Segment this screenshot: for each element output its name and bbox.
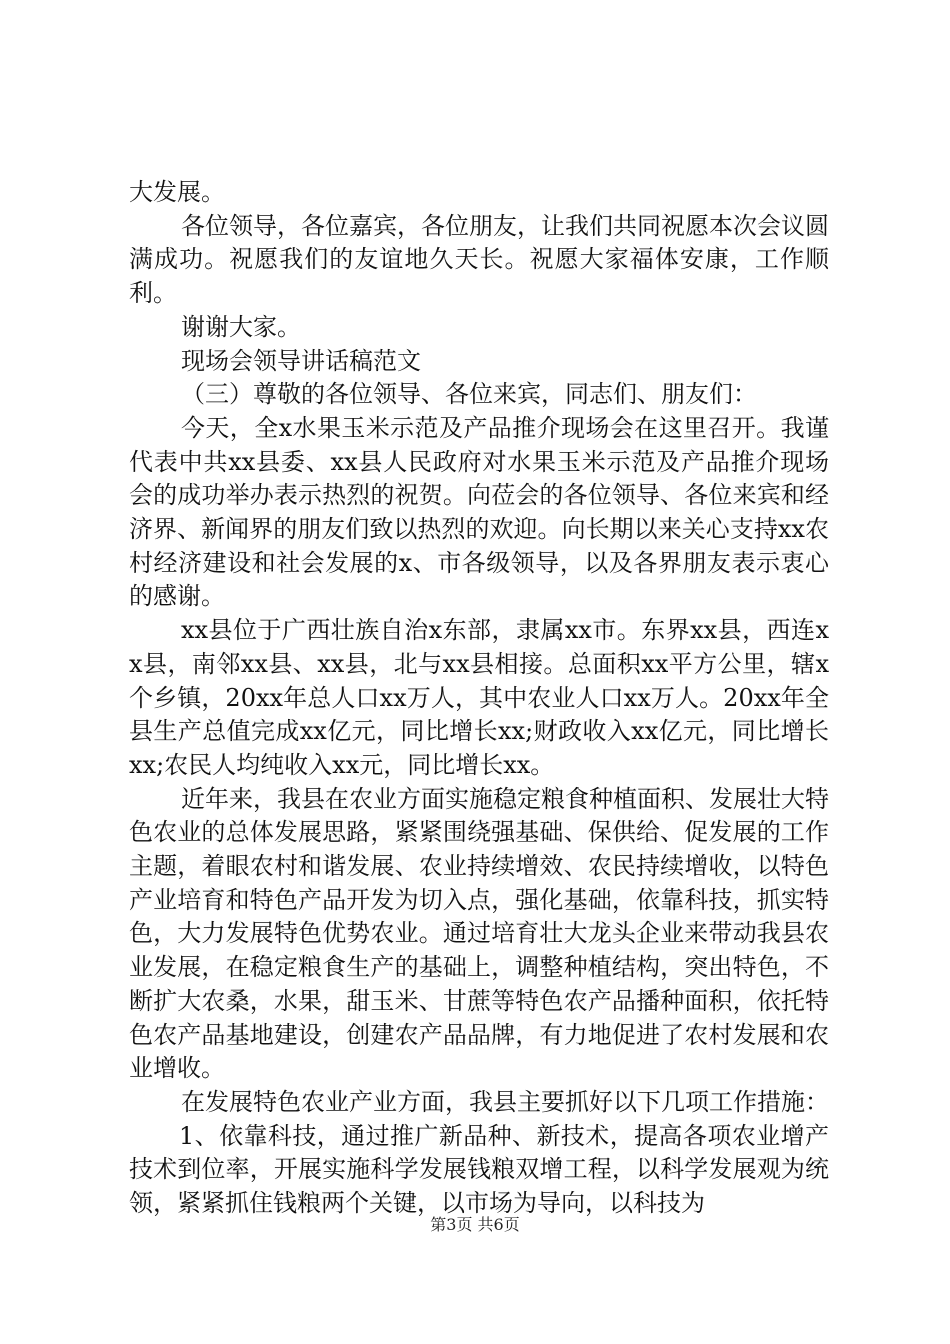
page-number-footer: 第3页 共6页: [430, 1215, 520, 1234]
paragraph-agriculture-development: 近年来，我县在农业方面实施稳定粮食种植面积、发展壮大特色农业的总体发展思路，紧紧围绕强基础、保供给、促发展的工作主题，着眼农村和谐发展、农业持续增效、农民持续增收，以特色产业培育和特色产品开发为切入点，强化基础，依靠科技，抓实特色，大力发展特色优势农业。通过培育壮大龙头企业来带动我县农业发展，在稳定粮食生产的基础上，调整种植结构，突出特色，不断扩大农桑，水果，甜玉米、甘蔗等特色农产品播种面积，依托特色农产品基地建设，创建农产品品牌，有力地促进了农村发展和农业增收。: [129, 784, 829, 1083]
paragraph-continuation: 大发展。: [129, 178, 225, 206]
paragraph-closing-wishes: 各位领导，各位嘉宾，各位朋友，让我们共同祝愿本次会议圆满成功。祝愿我们的友谊地久天长。祝愿大家福体安康，工作顺利。: [129, 211, 829, 308]
paragraph-county-overview: xx县位于广西壮族自治x东部，隶属xx市。东界xx县，西连xx县，南邻xx县、xx县，北与xx县相接。总面积xx平方公里，辖x个乡镇，20xx年总人口xx万人，其中农业人口xx万人。20xx年全县生产总值完成xx亿元，同比增长xx;财政收入xx亿元，同比增长xx;农民人均纯收入xx元，同比增长xx。: [129, 616, 829, 779]
paragraph-opening: 今天，全x水果玉米示范及产品推介现场会在这里召开。我谨代表中共xx县委、xx县人民政府对水果玉米示范及产品推介现场会的成功举办表示热烈的祝贺。向莅会的各位领导、各位来宾和经济界、新闻界的朋友们致以热烈的欢迎。向长期以来关心支持xx农村经济建设和社会发展的x、市各级领导，以及各界朋友表示衷心的感谢。: [129, 413, 829, 611]
section-heading: 现场会领导讲话稿范文: [181, 346, 421, 375]
paragraph-measure-1: 1、依靠科技，通过推广新品种、新技术，提高各项农业增产技术到位率，开展实施科学发展钱粮双增工程，以科学发展观为统领，紧紧抓住钱粮两个关键，以市场为导向，以科技为: [129, 1121, 829, 1218]
document-body: [129, 176, 829, 1221]
paragraph-measures-intro: 在发展特色农业产业方面，我县主要抓好以下几项工作措施：: [181, 1087, 829, 1116]
speech-salutation: （三）尊敬的各位领导、各位来宾，同志们、朋友们：: [181, 380, 757, 409]
paragraph-thanks: 谢谢大家。: [181, 312, 301, 341]
